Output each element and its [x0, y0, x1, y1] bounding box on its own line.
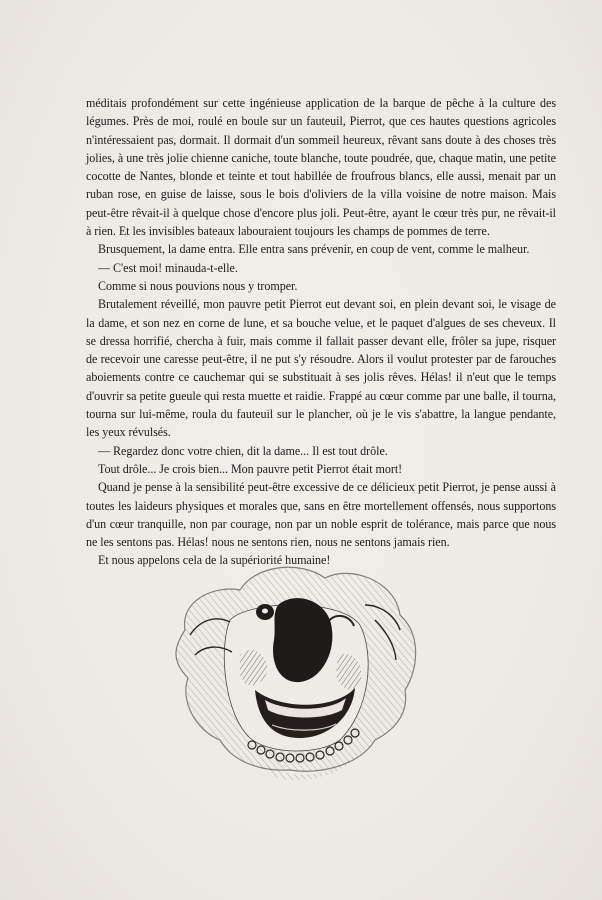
etched-face-portrait-icon	[160, 560, 430, 785]
paragraph-1: méditais profondément sur cette ingénieuse application de la barque de pêche à la culture des légumes. Près de moi, roulé en boule sur un fauteuil, Pierrot, que ces hautes questions agricoles n'intéressaient pas, dormait. Il dormait d'un sommeil heureux, rêvant sans doute à des choses très jolies, à une très jolie chienne caniche, toute blanche, toute poudrée, que, chaque matin, une petite cocotte de Nantes, blonde et teinte et tout habillée de froufrous blancs, elle aussi, menait par un ruban rose, en guise de laisse, sous le bois d'oliviers de la villa voisine de notre maison. Mais peut-être rêvait-il à quelque chose d'encore plus joli. Peut-être, ayant le cœur très pur, ne rêvait-il à rien. Et les invisibles bateaux labouraient toujours les champs de pommes de terre.	[86, 96, 556, 239]
paragraph-6: — Regardez donc votre chien, dit la dame... Il est tout drôle.	[98, 443, 388, 458]
paragraph-3: — C'est moi! minauda-t-elle.	[98, 260, 238, 275]
paragraph-5: Brutalement réveillé, mon pauvre petit Pierrot eut devant soi, en plein devant soi, le visage de la dame, et son nez en corne de lune, et sa bouche velue, et le paquet d'algues de ses cheveux. Il se dressa horrifié, chercha à fuir, mais comme il fallait passer devant elle, frôler sa jupe, risquer de recevoir une caresse peut-être, il ne put s'y résoudre. Alors il voulut protester par de farouches aboiements contre ce cauchemar qui se substituait à ses jolis rêves. Hélas! il n'eut que le temps d'ouvrir sa petite gueule qui resta muette et raidie. Frappé au cœur comme par une balle, il tourna, tourna sur lui-même, roula du fauteuil sur le plancher, où je le vis s'abattre, la langue pendante, les yeux révulsés.	[86, 297, 556, 440]
paragraph-2: Brusquement, la dame entra. Elle entra sans prévenir, en coup de vent, comme le malheur.	[98, 242, 530, 257]
paragraph-7: Tout drôle... Je crois bien... Mon pauvre petit Pierrot était mort!	[98, 461, 403, 476]
paragraph-4: Comme si nous pouvions nous y tromper.	[98, 278, 298, 293]
paragraph-9: Et nous appelons cela de la supériorité humaine!	[98, 553, 331, 568]
text-block	[86, 94, 556, 570]
paragraph-8: Quand je pense à la sensibilité peut-être excessive de ce délicieux petit Pierrot, je pense aussi à toutes les laideurs physiques et morales que, sans en être mortellement offensés, nous supportons d'un cœur tranquille, non par courage, non par un noble esprit de tolérance, mais parce que nous ne les sentons pas. Hélas! nous ne sentons rien, nous ne sentons jamais rien.	[86, 480, 556, 550]
